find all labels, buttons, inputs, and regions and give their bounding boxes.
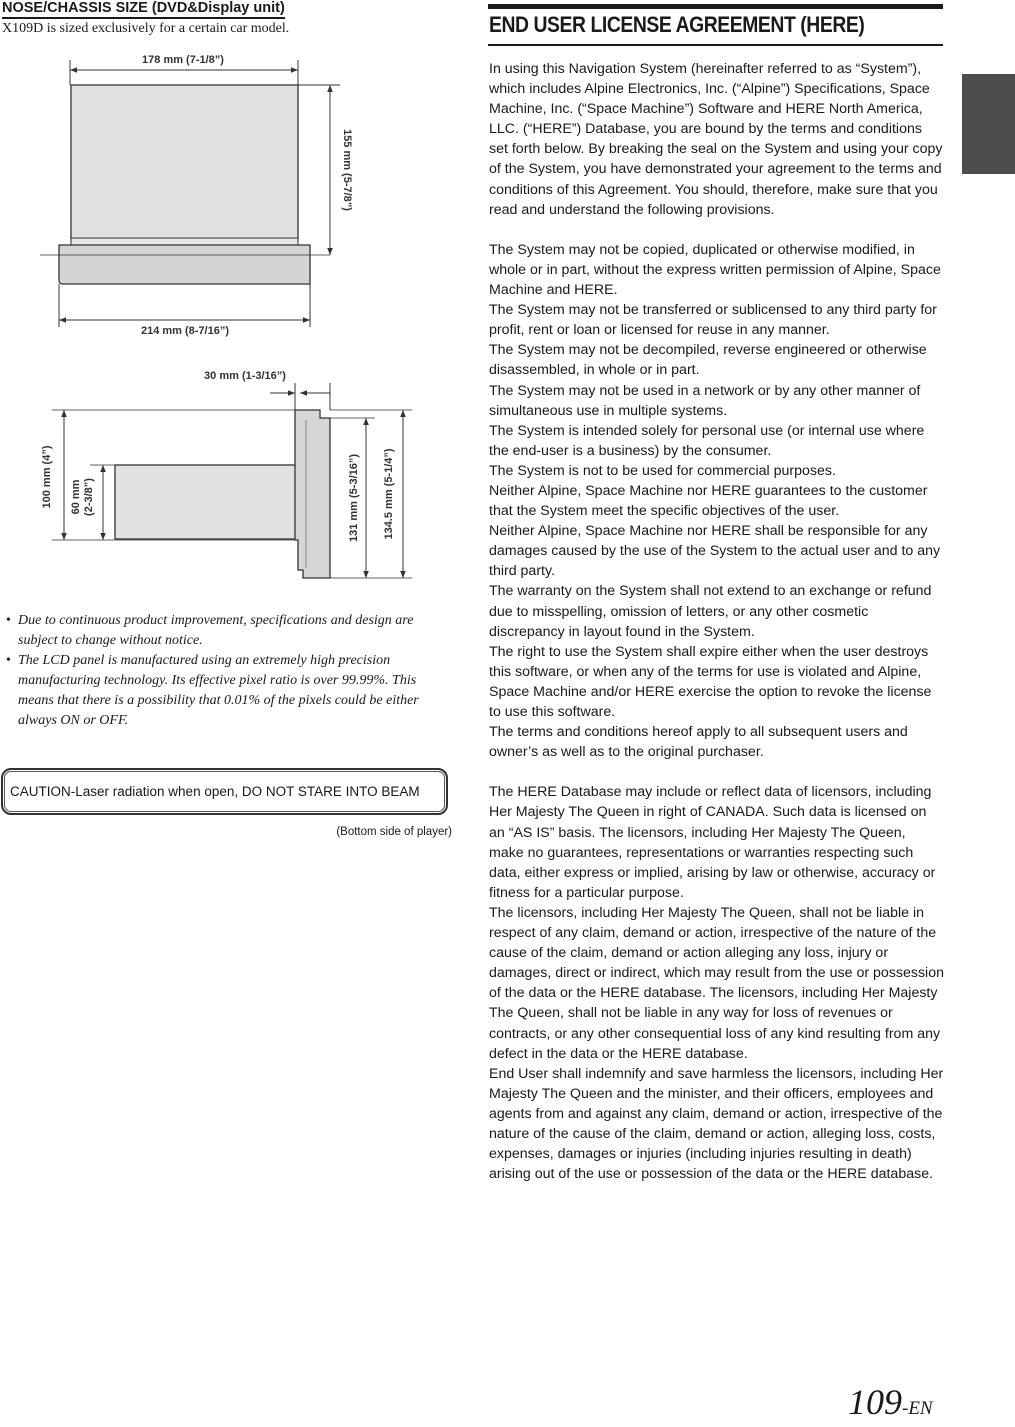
agreement-paragraph: The System may not be transferred or sublicensed to any third party for profit, rent or loan or licensed for reuse in any manner.: [489, 302, 937, 339]
agreement-paragraph: The System may not be copied, duplicated or otherwise modified, in whole or in part, without the express written permission of Alpine, Space Machine and HERE.: [489, 241, 941, 299]
agreement-paragraph: The right to use the System shall expire either when the user destroys this software, or when any of the terms for use is violated and Alpine, Space Machine and/or HERE exercise the option to revoke the license to use this software.: [489, 643, 932, 720]
agreement-paragraph: In using this Navigation System (hereinafter referred to as “System”), which includes Alpine Electronics, Inc. (“Alpine”) Specifications, Space Machine, Inc. (“Space Machine”) Software and HERE North America, LLC. (“HERE”) Database, you are bound by the terms and conditions set forth below. By breaking the seal on the System and using your copy of the System, you have demonstrated your agreement to the terms and conditions of this Agreement. You should, therefore, make sure that you read and understand the following provisions.: [489, 61, 943, 218]
agreement-paragraph: The System is intended solely for personal use (or internal use where the end-user is a business) by the consumer.: [489, 422, 925, 459]
chassis-body: [71, 85, 298, 240]
agreement-paragraph: End User shall indemnify and save harmless the licensors, including Her Majesty The Queen and the minister, and their officers, employees and agents from and against any claim, demand or action, irrespective of the nature of the cause of the claim, demand or action, alleging loss, costs, expenses, damages or injuries (including injuries resulting in death) arising out of the use or possession of the data or the HERE database.: [489, 1065, 944, 1183]
side-chassis-body: [115, 465, 298, 539]
agreement-paragraph: Neither Alpine, Space Machine nor HERE guarantees to the customer that the System meet the specific objectives of the user.: [489, 482, 928, 520]
section-heading-nose-chassis-size: NOSE/CHASSIS SIZE (DVD&Display unit): [2, 0, 285, 19]
agreement-body: [489, 59, 944, 1184]
agreement-paragraph: The System is not to be used for commercial purposes.: [489, 462, 836, 479]
label-chassis-height-in: (2-3/8”): [83, 478, 95, 516]
page-number: [848, 1384, 933, 1427]
label-nose-depth: 30 mm (1-3/16”): [204, 370, 286, 382]
label-height: 155 mm (5-7/8”): [341, 129, 353, 211]
note-item: • The LCD panel is manufactured using an extremely high precision manufacturing technology. Its effective pixel ratio is over 99.99%. This means that there is a possibility that 0.01% of the pixels could be either always ON or OFF.: [6, 651, 454, 731]
side-nose: [295, 410, 330, 578]
label-top-width: 178 mm (7-1/8”): [142, 54, 224, 66]
agreement-paragraph: The System may not be decompiled, reverse engineered or otherwise disassembled, in whole or in part.: [489, 342, 927, 379]
notes-list: [6, 611, 454, 731]
section-heading-eula: END USER LICENSE AGREEMENT (HERE): [489, 12, 865, 37]
label-nose-height-2: 134.5 mm (5-1/4”): [383, 448, 395, 540]
page-number-value: 109: [848, 1382, 902, 1422]
page-number-suffix: -EN: [902, 1398, 933, 1419]
agreement-paragraph: The terms and conditions hereof apply to all subsequent users and owner’s as well as to the original purchaser.: [489, 724, 908, 761]
caution-label: [1, 768, 448, 815]
agreement-paragraph: Neither Alpine, Space Machine nor HERE shall be responsible for any damages caused by the use of the System to the actual user and to any third party.: [489, 523, 941, 580]
agreement-paragraph: The licensors, including Her Majesty The Queen, shall not be liable in respect of any claim, demand or action, irrespective of the nature of the cause of the claim, demand or action alleging any loss, injury or damages, direct or indirect, which may result from the use or possession of the data or the HERE database. The licensors, including Her Majesty The Queen, shall not be liable in any way for loss of revenues or contracts, or any other consequential loss of any kind resulting from any defect in the data or the HERE database.: [489, 904, 944, 1062]
agreement-paragraph: The HERE Database may include or reflect data of licensors, including Her Majesty The Queen in right of CANADA. Such data is licensed on an “AS IS” basis. The licensors, including Her Majesty The Queen, make no guarantees, representations or warranties respecting such data, either express or implied, arising by law or otherwise, accuracy or fitness for a particular purpose.: [489, 784, 936, 901]
dimension-diagram: [0, 0, 470, 600]
heading-bottom-rule: [488, 44, 943, 46]
intro-text: X109D is sized exclusively for a certain car model.: [2, 21, 290, 36]
front-view: [40, 54, 353, 337]
side-view: [41, 370, 412, 578]
label-chassis-height-mm: 60 mm: [70, 479, 82, 515]
nose-plate: [59, 245, 310, 284]
label-nose-height-1: 131 mm (5-3/16”): [348, 453, 360, 543]
heading-top-rule: [488, 4, 943, 9]
section-tab-marker: [962, 74, 1015, 174]
agreement-paragraph: The warranty on the System shall not extend to an exchange or refund due to misspelling, omission of letters, or any other cosmetic discrepancy in layout found in the System.: [489, 583, 932, 640]
agreement-paragraph: The System may not be used in a network or by any other manner of simultaneous use in multiple systems.: [489, 382, 921, 419]
note-item: • Due to continuous product improvement, specifications and design are subject to change without notice.: [6, 611, 454, 651]
label-side-height: 100 mm (4”): [41, 445, 53, 509]
caution-text: CAUTION-Laser radiation when open, DO NOT STARE INTO BEAM: [10, 784, 420, 799]
label-bottom-width: 214 mm (8-7/16”): [140, 325, 230, 337]
caution-caption: (Bottom side of player): [336, 826, 452, 838]
